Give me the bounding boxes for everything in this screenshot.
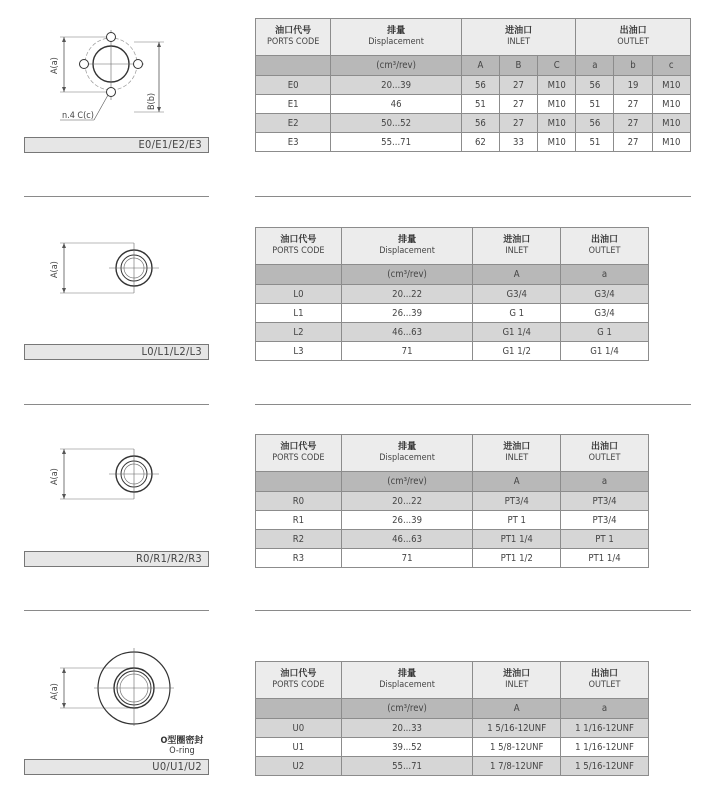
table-row: R0 20...22 PT3/4 PT3/4: [256, 492, 649, 511]
e-dim-a-label: A(a): [50, 57, 60, 74]
divider: [255, 610, 691, 611]
e-flange-drawing: [24, 22, 214, 134]
table-row: U2 55...71 1 7/8-12UNF 1 5/16-12UNF: [256, 757, 649, 776]
e-th-code: 油口代号 PORTS CODE: [256, 19, 331, 56]
u-spec-table: 油口代号 PORTS CODE 排量 Displacement 进油口 INLET 出油口 OUTLET (cm³/rev) A a U0 20...33 1 5/16-12UNF 1 1/16-12UNF U1 39...52 1 5/8-12UNF 1 1/16-12UNF U2 55...71 1 7/8-12UNF 1 5/16-12UNF: [255, 661, 649, 776]
table-row: L2 46...63 G1 1/4 G 1: [256, 323, 649, 342]
u-port-drawing: [24, 640, 214, 726]
r-th-code: 油口代号 PORTS CODE: [256, 435, 342, 472]
divider: [24, 196, 209, 197]
r-th-inlet: 进油口 INLET: [473, 435, 561, 472]
divider: [255, 404, 691, 405]
l-port-drawing: [24, 228, 214, 308]
table-row: E0 20...39 56 27 M10 56 19 M10: [256, 76, 691, 95]
u-code-label: U0/U1/U2: [24, 759, 209, 775]
u-th-code: 油口代号 PORTS CODE: [256, 662, 342, 699]
table-row: R2 46...63 PT1 1/4 PT 1: [256, 530, 649, 549]
e-units: (cm³/rev): [331, 56, 461, 76]
r-port-drawing: [24, 435, 214, 515]
l-th-code: 油口代号 PORTS CODE: [256, 228, 342, 265]
table-row: U1 39...52 1 5/8-12UNF 1 1/16-12UNF: [256, 738, 649, 757]
e-dim-b-label: B(b): [147, 92, 157, 110]
r-th-outlet: 出油口 OUTLET: [561, 435, 649, 472]
r-th-disp: 排量 Displacement: [341, 435, 473, 472]
e-holes-label: n.4 C(c): [62, 111, 94, 121]
table-row: R1 26...39 PT 1 PT3/4: [256, 511, 649, 530]
e-th-outlet: 出油口 OUTLET: [576, 19, 691, 56]
l-th-disp: 排量 Displacement: [341, 228, 473, 265]
divider: [255, 196, 691, 197]
table-row: L1 26...39 G 1 G3/4: [256, 304, 649, 323]
r-dim-a-label: A(a): [50, 468, 60, 485]
l-code-label: L0/L1/L2/L3: [24, 344, 209, 360]
e-th-inlet: 进油口 INLET: [461, 19, 576, 56]
l-dim-a-label: A(a): [50, 261, 60, 278]
e-th-disp: 排量 Displacement: [331, 19, 461, 56]
u-oring-note: O型圈密封 O-ring: [160, 736, 204, 756]
table-row: E2 50...52 56 27 M10 56 27 M10: [256, 114, 691, 133]
divider: [24, 404, 209, 405]
u-th-inlet: 进油口 INLET: [473, 662, 561, 699]
e-code-label: E0/E1/E2/E3: [24, 137, 209, 153]
u-th-disp: 排量 Displacement: [341, 662, 472, 699]
u-th-outlet: 出油口 OUTLET: [561, 662, 649, 699]
u-dim-a-label: A(a): [50, 683, 60, 700]
divider: [24, 610, 209, 611]
l-th-outlet: 出油口 OUTLET: [561, 228, 649, 265]
l-spec-table: 油口代号 PORTS CODE 排量 Displacement 进油口 INLET 出油口 OUTLET (cm³/rev) A a L0 20...22 G3/4 G3/4 L1 26...39 G 1 G3/4 L2 46...63 G1 1/4 G 1 L3 71 G1 1/2 G1 1/4: [255, 227, 649, 361]
r-code-label: R0/R1/R2/R3: [24, 551, 209, 567]
table-row: E3 55...71 62 33 M10 51 27 M10: [256, 133, 691, 152]
l-th-inlet: 进油口 INLET: [473, 228, 561, 265]
r-spec-table: 油口代号 PORTS CODE 排量 Displacement 进油口 INLET 出油口 OUTLET (cm³/rev) A a R0 20...22 PT3/4 PT3/4 R1 26...39 PT 1 PT3/4 R2 46...63 PT1 1/4 PT 1 R3 71 PT1 1/2 PT1 1/4: [255, 434, 649, 568]
table-row: L0 20...22 G3/4 G3/4: [256, 285, 649, 304]
table-row: R3 71 PT1 1/2 PT1 1/4: [256, 549, 649, 568]
e-spec-table: 油口代号 PORTS CODE 排量 Displacement 进油口 INLET 出油口 OUTLET (cm³/rev) A B C a b c E0 20...39 56 27 M10 56 19 M10 E1 46 51 27 M10 51 27 M10 E2 50...52 56 27 M10 56 27 M10 E3 55...71 62 33 M10 51 27 M10: [255, 18, 691, 152]
table-row: L3 71 G1 1/2 G1 1/4: [256, 342, 649, 361]
table-row: U0 20...33 1 5/16-12UNF 1 1/16-12UNF: [256, 719, 649, 738]
table-row: E1 46 51 27 M10 51 27 M10: [256, 95, 691, 114]
